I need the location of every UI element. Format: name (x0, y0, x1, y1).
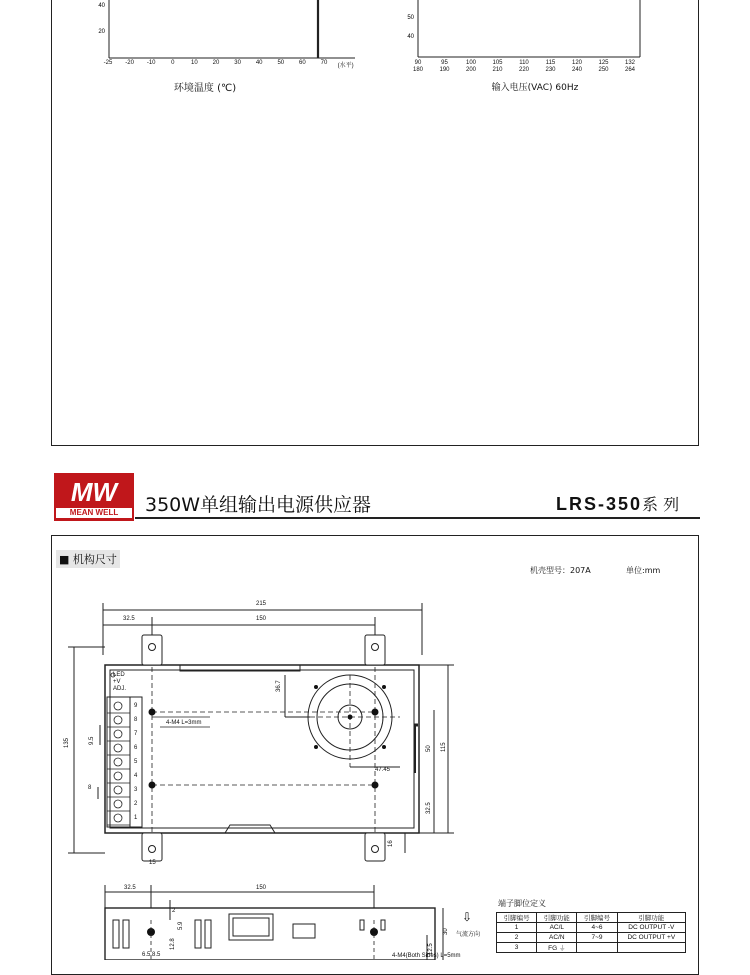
table-cell: 3 (497, 943, 537, 953)
dim-fan-47: 47.45 (375, 767, 391, 773)
dim-50: 50 (426, 745, 432, 752)
x-tick: 70 (320, 60, 328, 66)
terminal-number: 7 (134, 731, 138, 737)
airflow-arrow-icon: ⇩ (462, 910, 473, 924)
x-tick: 10 (191, 60, 198, 66)
side-bottom-dims: 6.5 8.5 (142, 952, 161, 958)
unit-label: 单位:mm (626, 566, 661, 575)
series-model: LRS-350 (556, 494, 643, 514)
side-dim-12-5: 12.5 (428, 943, 434, 955)
terminal-screw (114, 800, 122, 808)
x-tick: 240 (571, 67, 582, 73)
table-cell: DC OUTPUT -V (617, 923, 685, 933)
case-label: 机壳型号：207A (530, 566, 591, 575)
x-tick: 264 (624, 67, 635, 73)
x-tick: -25 (103, 60, 113, 66)
terminal-number: 6 (134, 745, 138, 751)
dim-9-5: 9.5 (89, 736, 95, 745)
table-cell (617, 943, 685, 953)
series-suffix: 系 列 (642, 495, 680, 514)
x-tick: 120 (571, 60, 582, 66)
terminal-screw (114, 730, 122, 738)
x-tick: 220 (518, 67, 529, 73)
header-series (556, 492, 679, 515)
dim-height-inner: 115 (441, 742, 447, 752)
side-dim-span: 150 (256, 885, 267, 891)
terminal-number: 8 (134, 717, 138, 723)
pin-table-header-cell: 引脚功能 (537, 913, 577, 923)
table-cell: FG ⏚ (537, 943, 577, 953)
terminal-screw (114, 814, 122, 822)
led-label (113, 672, 126, 693)
terminal-screw (114, 702, 122, 710)
x-axis-caption: 环境温度 (℃) (173, 83, 237, 94)
x-tick: -20 (125, 60, 134, 66)
pin-table-header (497, 913, 686, 923)
led-adj: ADJ. (113, 686, 127, 692)
x-tick-unit: (水平) (337, 63, 354, 69)
x-tick: 100 (465, 60, 476, 66)
side-dim-2: 2 (172, 908, 176, 914)
x-tick: 30 (234, 60, 241, 66)
x-tick: 20 (212, 60, 220, 66)
y-tick: 40 (98, 3, 105, 9)
side-dim-30: 30 (443, 928, 449, 935)
table-cell: DC OUTPUT +V (617, 933, 685, 943)
table-row (497, 933, 686, 943)
x-tick: 0 (171, 60, 175, 66)
airflow-label: 气流方向 (456, 932, 481, 938)
table-cell: 7~9 (577, 933, 617, 943)
x-tick: 250 (598, 67, 609, 73)
x-tick: 132 (624, 60, 635, 66)
terminal-screw (114, 758, 122, 766)
led-vplus: +V (113, 679, 121, 685)
x-tick: 200 (465, 67, 476, 73)
table-cell: 4~6 (577, 923, 617, 933)
terminal-screw (114, 744, 122, 752)
table-row (497, 923, 686, 933)
terminal-number: 5 (134, 759, 138, 765)
dim-8: 8 (88, 785, 92, 791)
dim-hole-span: 150 (256, 616, 267, 622)
x-axis-caption: 输入电压(VAC) 60Hz (491, 83, 579, 93)
dim-overall-width: 215 (256, 601, 267, 607)
meanwell-logo (53, 472, 135, 522)
x-tick: -10 (146, 60, 156, 66)
dim-height-total: 135 (64, 737, 70, 748)
pin-table-title: 端子脚位定义 (498, 899, 546, 908)
table-cell: 1 (497, 923, 537, 933)
x-tick: 210 (492, 67, 503, 73)
side-screw-note: 4-M4(Both Sides) L=5mm (392, 953, 461, 959)
svg-text:MW: MW (70, 477, 118, 507)
terminal-screw (114, 772, 122, 780)
pin-table (496, 912, 686, 953)
side-dim-12-8: 12.8 (170, 938, 176, 950)
side-dim-5-9: 5.9 (178, 921, 184, 930)
x-tick: 190 (439, 67, 450, 73)
terminal-number: 1 (134, 815, 138, 821)
terminal-number: 2 (134, 801, 138, 807)
x-tick: 40 (255, 60, 263, 66)
terminal-screw (114, 716, 122, 724)
terminal-number: 9 (134, 703, 138, 709)
table-cell: 2 (497, 933, 537, 943)
screw-note-top: 4-M4 L=3mm (166, 720, 202, 726)
pin-table-header-cell: 引脚功能 (617, 913, 685, 923)
x-tick: 90 (414, 60, 422, 66)
x-tick: 95 (441, 60, 448, 66)
logo-text: MEAN WELL (56, 508, 132, 518)
terminal-number: 3 (134, 787, 138, 793)
x-tick: 105 (492, 60, 503, 66)
x-tick: 110 (519, 60, 529, 66)
top-view-drawing (60, 595, 460, 870)
table-cell: AC/L (537, 923, 577, 933)
dim-32-5: 32.5 (426, 802, 432, 814)
x-tick: 60 (299, 60, 306, 66)
side-view-drawing (95, 880, 455, 960)
table-row (497, 943, 686, 953)
header-rule (135, 517, 700, 519)
terminal-number: 4 (134, 773, 138, 779)
pin-table-header-cell: 引脚编号 (497, 913, 537, 923)
header-title: 350W单组输出电源供应器 (145, 494, 372, 516)
x-tick: 125 (598, 60, 609, 66)
led-text: LED (113, 672, 125, 678)
table-cell: AC/N (537, 933, 577, 943)
x-tick: 115 (545, 60, 556, 66)
x-tick: 50 (277, 60, 285, 66)
dim-fan-offset: 36.7 (276, 680, 282, 692)
dim-offset-left: 32.5 (123, 616, 135, 622)
x-tick: 180 (412, 67, 423, 73)
pin-table-grid (496, 912, 686, 953)
dim-16: 16 (388, 840, 394, 847)
y-tick: 20 (98, 29, 105, 35)
table-cell (577, 943, 617, 953)
section-title: ■ 机构尺寸 (56, 550, 120, 568)
side-dim-offset: 32.5 (124, 885, 136, 891)
x-tick: 230 (545, 67, 556, 73)
dim-15: 15 (149, 860, 156, 866)
terminal-screw (114, 786, 122, 794)
y-tick: 40 (407, 34, 414, 40)
pin-table-header-cell: 引脚编号 (577, 913, 617, 923)
y-tick: 50 (407, 15, 414, 21)
